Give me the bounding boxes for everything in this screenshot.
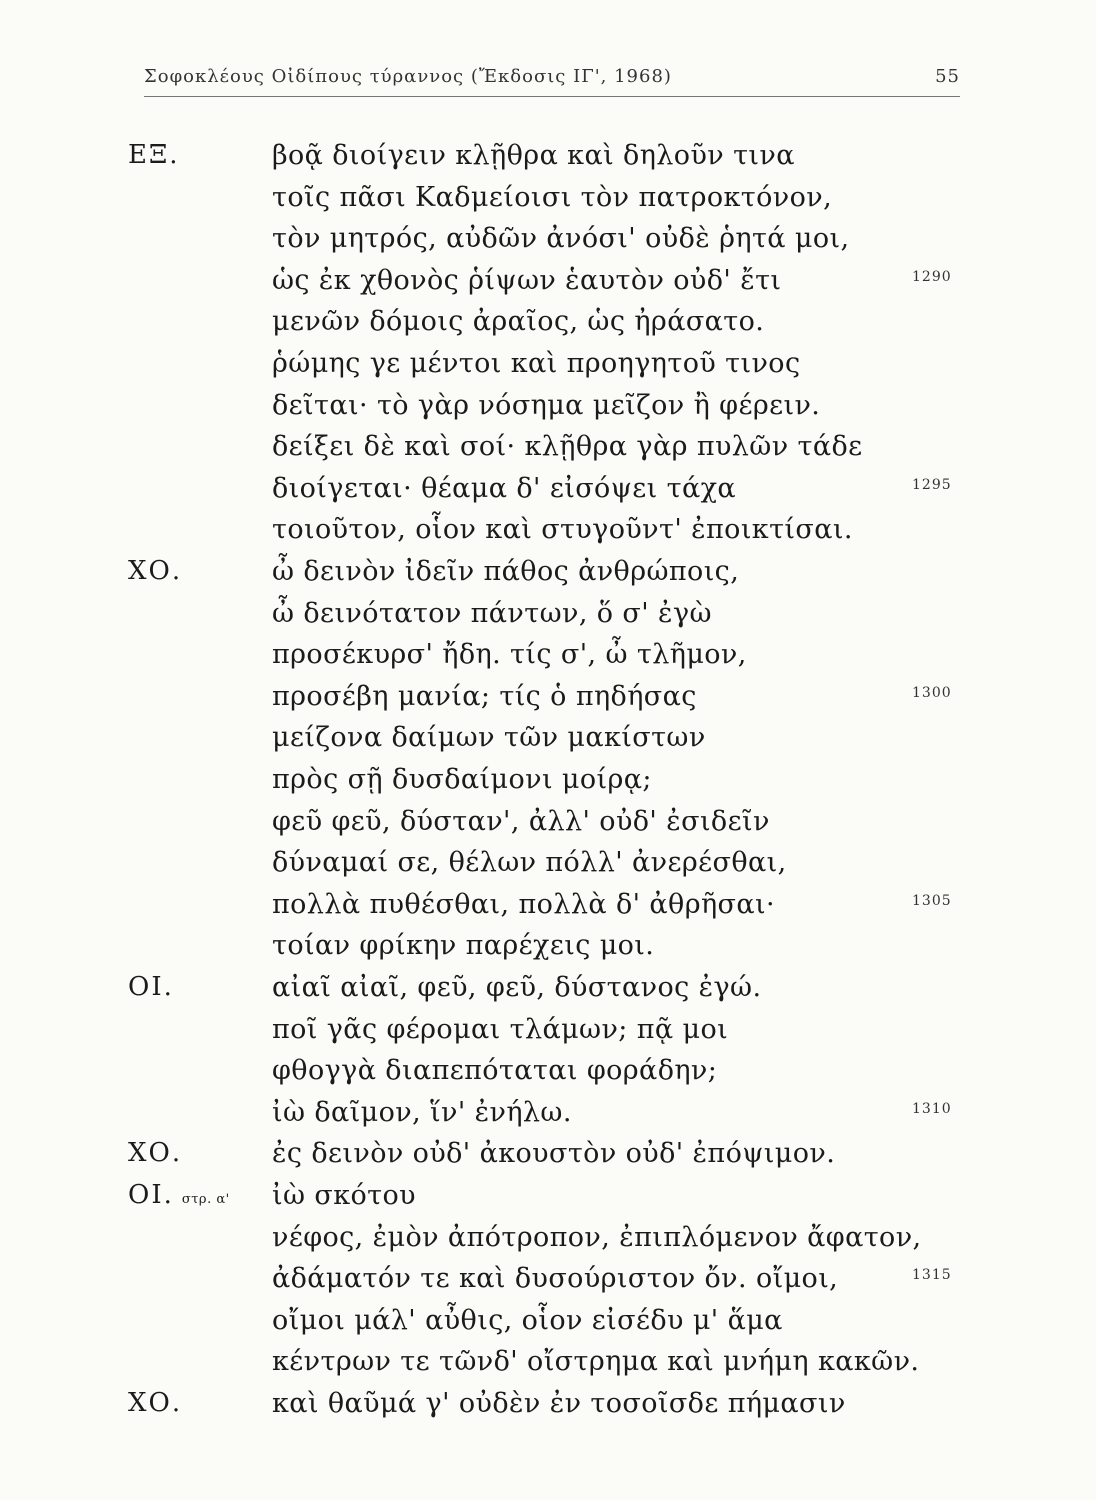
verse-row (0, 806, 1096, 852)
verse-row (0, 1222, 1096, 1268)
verse-text: κέντρων τε τῶνδ' οἴστρημα καὶ μνήμη κακῶν. (272, 1346, 920, 1378)
line-number: 1315 (912, 1267, 952, 1284)
verse-text: φθογγὰ διαπεπόταται φοράδην; (272, 1055, 718, 1087)
verse-text: δύναμαί σε, θέλων πόλλ' ἀνερέσθαι, (272, 847, 787, 879)
speaker-label (128, 1388, 182, 1418)
verse-text: ὡς ἐκ χθονὸς ῥίψων ἑαυτὸν οὐδ' ἔτι (272, 264, 782, 296)
verse-row (0, 1014, 1096, 1060)
verse-row (0, 930, 1096, 976)
verse-row (0, 348, 1096, 394)
verse-text: νέφος, ἐμὸν ἀπότροπον, ἐπιπλόμενον ἄφατον, (272, 1221, 922, 1253)
verse-row (0, 598, 1096, 644)
verse-text: προσέκυρσ' ἤδη. τίς σ', ὦ τλῆμον, (272, 639, 747, 671)
verse-row (0, 722, 1096, 768)
verse-row (0, 764, 1096, 810)
verse-row (0, 431, 1096, 477)
verse-row (0, 265, 1096, 311)
verse-row (0, 556, 1096, 602)
verse-text: πρὸς σῇ δυσδαίμονι μοίρᾳ; (272, 764, 652, 795)
verse-text: τοιοῦτον, οἷον καὶ στυγοῦντ' ἐποικτίσαι. (272, 514, 853, 546)
verse-text: τὸν μητρός, αὐδῶν ἀνόσι' οὐδὲ ῥητά μοι, (272, 223, 850, 255)
verse-text: δεῖται· τὸ γὰρ νόσημα μεῖζον ἢ φέρειν. (272, 389, 821, 421)
verse-text: προσέβη μανία; τίς ὁ πηδήσας (272, 680, 697, 712)
verse-row (0, 473, 1096, 519)
verse-text: δείξει δὲ καὶ σοί· κλῇθρα γὰρ πυλῶν τάδε (272, 431, 863, 463)
verse-text: ῥώμης γε μέντοι καὶ προηγητοῦ τινος (272, 348, 801, 379)
line-number: 1295 (912, 476, 952, 493)
line-number: 1290 (912, 268, 952, 285)
line-number: 1305 (912, 892, 952, 909)
verse-row (0, 1305, 1096, 1351)
verse-text: διοίγεται· θέαμα δ' εἰσόψει τάχα (272, 472, 736, 504)
verse-row (0, 140, 1096, 186)
speaker-label (128, 556, 182, 586)
verse-row (0, 639, 1096, 685)
verse-row (0, 1138, 1096, 1184)
verse-row (0, 889, 1096, 935)
verse-row (0, 223, 1096, 269)
verse-row (0, 390, 1096, 436)
verse-text: αἰαῖ αἰαῖ, φεῦ, φεῦ, δύστανος ἐγώ. (272, 972, 762, 1003)
running-head-title: Σοφοκλέους Οἰδίπους τύραννος (Ἔκδοσις ΙΓ', 1968) (144, 66, 672, 87)
verse-text: ὦ δεινὸν ἰδεῖν πάθος ἀνθρώποις, (272, 556, 740, 587)
verse-row (0, 182, 1096, 228)
verse-text: ἰὼ δαῖμον, ἵν' ἐνήλω. (272, 1096, 572, 1128)
verse-text: τοῖς πᾶσι Καδμείοισι τὸν πατροκτόνον, (272, 181, 833, 213)
speaker-name: ΧΟ. (128, 1138, 183, 1169)
line-number: 1300 (912, 684, 952, 701)
verse-text: ἐς δεινὸν οὐδ' ἀκουστὸν οὐδ' ἐπόψιμον. (272, 1138, 836, 1170)
verse-text: ἰὼ σκότου (272, 1180, 416, 1211)
speaker-name: ΟΙ. (128, 972, 174, 1002)
verse-text: ποῖ γᾶς φέρομαι τλάμων; πᾷ μοι (272, 1013, 729, 1045)
verse-row (0, 514, 1096, 560)
verse-row (0, 1388, 1096, 1434)
speaker-name: ΕΞ. (128, 140, 180, 170)
verse-text: οἴμοι μάλ' αὖθις, οἷον εἰσέδυ μ' ἅμα (272, 1304, 783, 1336)
verse-text: ἀδάματόν τε καὶ δυσούριστον ὄν. οἴμοι, (272, 1263, 839, 1295)
verse-text: βοᾷ διοίγειν κλῇθρα καὶ δηλοῦν τινα (272, 140, 795, 171)
running-head (144, 66, 960, 97)
verse-text: μείζονα δαίμων τῶν μακίστων (272, 722, 706, 754)
verse-row (0, 972, 1096, 1018)
verse-row (0, 681, 1096, 727)
verse-row (0, 1055, 1096, 1101)
speaker-name: ΧΟ. (128, 556, 183, 586)
verse-text: καὶ θαῦμά γ' οὐδὲν ἐν τοσοῖσδε πήμασιν (272, 1388, 846, 1419)
verse-text: πολλὰ πυθέσθαι, πολλὰ δ' ἀθρῆσαι· (272, 888, 775, 920)
speaker-label (128, 1138, 182, 1168)
speaker-name: ΟΙ. (128, 1180, 174, 1210)
speaker-label (128, 972, 174, 1002)
speaker-name: ΧΟ. (128, 1388, 183, 1418)
verse-row (0, 306, 1096, 352)
verse-row (0, 1346, 1096, 1392)
line-number: 1310 (912, 1100, 952, 1117)
verse-row (0, 1180, 1096, 1226)
stanza-note: στρ. α' (181, 1192, 230, 1207)
verse-text: φεῦ φεῦ, δύσταν', ἀλλ' οὐδ' ἐσιδεῖν (272, 805, 770, 837)
verse-text: ὦ δεινότατον πάντων, ὅ σ' ἐγὼ (272, 597, 712, 629)
speaker-label (128, 1180, 230, 1210)
verse-text: μενῶν δόμοις ἀραῖος, ὡς ἠράσατο. (272, 306, 765, 338)
verse-text: τοίαν φρίκην παρέχεις μοι. (272, 930, 655, 962)
verse-row (0, 1263, 1096, 1309)
page-number: 55 (935, 66, 960, 87)
speaker-label (128, 140, 180, 170)
verse-row (0, 847, 1096, 893)
verse-row (0, 1097, 1096, 1143)
